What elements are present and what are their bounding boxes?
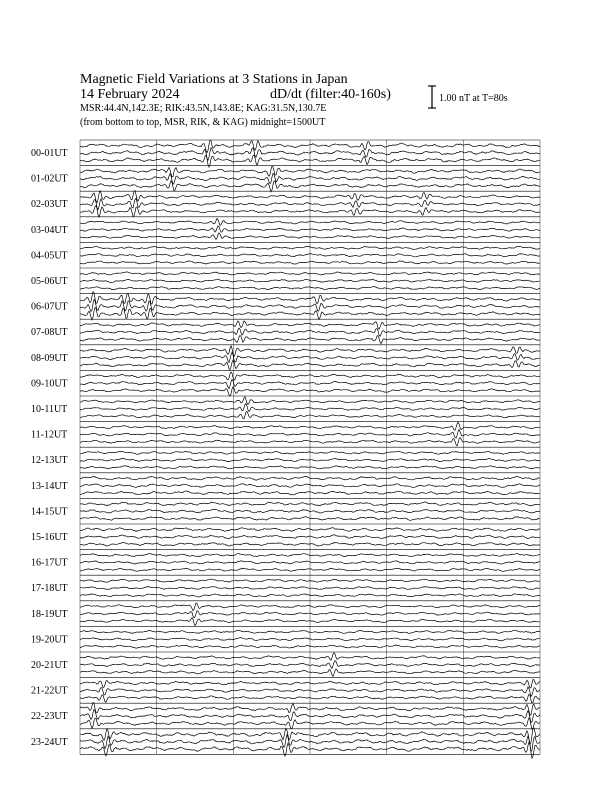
hour-label: 01-02UT xyxy=(31,173,68,185)
hour-panel xyxy=(31,652,540,678)
hour-label: 19-20UT xyxy=(31,634,68,646)
hour-label: 15-16UT xyxy=(31,532,68,543)
hour-panel xyxy=(31,242,540,268)
chart-date: 14 February 2024 xyxy=(80,87,180,102)
hour-label: 09-10UT xyxy=(31,378,68,390)
hour-panel xyxy=(31,678,540,704)
hour-label: 08-09UT xyxy=(31,352,68,364)
hour-panel xyxy=(31,422,540,448)
hour-panel xyxy=(31,473,540,499)
hour-label: 06-07UT xyxy=(31,301,68,313)
hour-panel xyxy=(31,166,540,192)
hour-label: 04-05UT xyxy=(31,250,68,262)
hour-label: 10-11UT xyxy=(31,404,68,415)
hour-panel xyxy=(31,728,540,758)
hour-label: 11-12UT xyxy=(31,429,68,441)
hour-panel xyxy=(31,370,540,396)
hour-label: 14-15UT xyxy=(31,506,68,518)
hour-panel xyxy=(31,575,540,601)
hour-label: 16-17UT xyxy=(31,557,68,569)
hour-label: 23-24UT xyxy=(31,736,68,748)
hour-label: 03-04UT xyxy=(31,224,68,236)
hour-panel xyxy=(31,626,540,652)
hour-label: 12-13UT xyxy=(31,455,68,467)
hour-panel xyxy=(31,396,540,422)
hour-label: 18-19UT xyxy=(31,608,68,620)
chart-title: Magnetic Field Variations at 3 Stations in Japan xyxy=(80,72,348,87)
hour-label: 07-08UT xyxy=(31,327,68,339)
hour-panels xyxy=(31,140,540,758)
hour-panel xyxy=(31,601,540,627)
quantity-filter-label: dD/dt (filter:40-160s) xyxy=(270,87,391,102)
hour-label: 22-23UT xyxy=(31,711,68,723)
hour-panel xyxy=(31,140,540,167)
hour-panel xyxy=(31,550,540,576)
hour-label: 20-21UT xyxy=(31,660,68,671)
hour-panel xyxy=(31,345,540,371)
hour-label: 21-22UT xyxy=(31,685,68,697)
hour-panel xyxy=(31,447,540,473)
hour-label: 02-03UT xyxy=(31,199,68,211)
hour-panel xyxy=(31,191,540,217)
hour-panel xyxy=(31,292,540,320)
hour-panel xyxy=(31,702,540,729)
hour-panel xyxy=(31,524,540,550)
hour-label: 17-18UT xyxy=(31,583,68,595)
hour-label: 05-06UT xyxy=(31,276,68,287)
scale-bar xyxy=(428,86,436,108)
hour-panel xyxy=(31,498,540,524)
station-coordinates: MSR:44.4N,142.3E; RIK:43.5N,143.8E; KAG:31.5N,130.7E xyxy=(80,103,327,114)
trace-order-note: (from bottom to top, MSR, RIK, & KAG) midnight=1500UT xyxy=(80,117,326,128)
hour-panel xyxy=(31,319,540,345)
scale-bar-label: 1.00 nT at T=80s xyxy=(439,93,508,104)
hour-label: 00-01UT xyxy=(31,148,68,159)
hour-label: 13-14UT xyxy=(31,480,68,492)
hour-panel xyxy=(31,217,540,243)
hour-panel xyxy=(31,268,540,294)
